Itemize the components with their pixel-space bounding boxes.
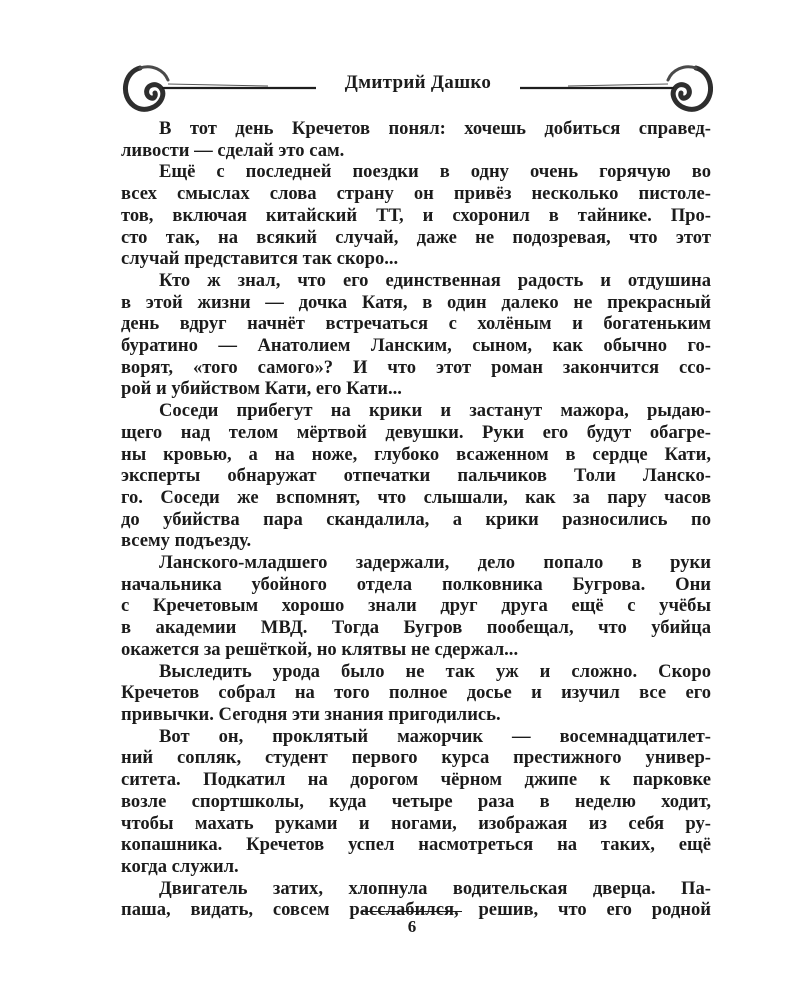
text-line: сто так, на всякий случай, даже не подозревая, что этот (121, 226, 711, 248)
text-line: день вдруг начнёт встречаться с холёным и богатеньким (121, 313, 711, 335)
text-line: привычки. Сегодня эти знания пригодились. (121, 703, 501, 725)
text-line: в этой жизни — дочка Катя, в один далеко не прекрасный (121, 291, 711, 313)
body-text (121, 118, 711, 921)
text-line: Кречетов собрал на того полное досье и изучил все его (121, 682, 711, 704)
text-line: го. Соседи же вспомнят, что слышали, как за пару часов (121, 486, 711, 508)
ornament-right-icon (518, 58, 718, 114)
text-line: Вот он, проклятый мажорчик — восемнадцатилет- (159, 725, 711, 747)
text-line: ситета. Подкатил на дорогом чёрном джипе к парковке (121, 769, 711, 791)
text-line: до убийства пара скандалила, а крики разносились по (121, 508, 711, 530)
text-line: В тот день Кречетов понял: хочешь добиться справед- (159, 118, 711, 139)
text-line: щего над телом мёртвой девушки. Руки его будут обагре- (121, 421, 711, 443)
text-line: буратино — Анатолием Ланским, сыном, как обычно го- (121, 335, 711, 357)
author-name: Дмитрий Дашко (344, 72, 492, 93)
text-line: когда служил. (121, 855, 239, 877)
text-line: Ещё с последней поездки в одну очень горячую во (159, 161, 711, 183)
text-line: всех смыслах слова страну он привёз несколько пистоле- (121, 183, 711, 205)
text-line: ворят, «того самого»? И что этот роман закончится ссо- (121, 356, 711, 378)
text-line: копашника. Кречетов успел насмотреться на таких, ещё (121, 834, 711, 856)
text-line: Двигатель затих, хлопнула водительская дверца. Па- (159, 877, 711, 899)
text-line: всему подъезду. (121, 530, 252, 552)
text-line: случай представится так скоро... (121, 248, 399, 270)
footer-rule (362, 911, 462, 912)
text-line: Выследить урода было не так уж и сложно. Скоро (159, 660, 711, 682)
text-line: эксперты обнаружат отпечатки пальчиков Толи Ланско- (121, 465, 711, 487)
text-line: тов, включая китайский ТТ, и схоронил в тайнике. Про- (121, 204, 711, 226)
text-line: ний сопляк, студент первого курса престижного универ- (121, 747, 711, 769)
page-number: 6 (407, 917, 417, 936)
text-line: чтобы махать руками и ногами, изображая из себя ру- (121, 812, 711, 834)
text-line: рой и убийством Кати, его Кати... (121, 378, 402, 400)
text-line: в академии МВД. Тогда Бугров пообещал, что убийца (121, 617, 711, 639)
text-line: окажется за решёткой, но клятвы не сдержал... (121, 638, 519, 660)
text-line: начальника убойного отдела полковника Бугрова. Они (121, 573, 711, 595)
text-line: с Кречетовым хорошо знали друг друга ещё с учёбы (121, 595, 711, 617)
text-line: возле спортшколы, куда четыре раза в неделю ходит, (121, 790, 711, 812)
text-line: Ланского-младшего задержали, дело попало в руки (159, 552, 711, 574)
running-header (118, 58, 718, 114)
text-line: ливости — сделай это сам. (121, 139, 345, 161)
text-line: Кто ж знал, что его единственная радость и отдушина (159, 269, 711, 291)
text-line: ны кровью, а на ноже, глубоко всаженном в сердце Кати, (121, 443, 711, 465)
text-line: Соседи прибегут на крики и застанут мажора, рыдаю- (159, 400, 711, 422)
text-line: паша, видать, совсем расслабился, решив, что его родной (121, 899, 711, 921)
